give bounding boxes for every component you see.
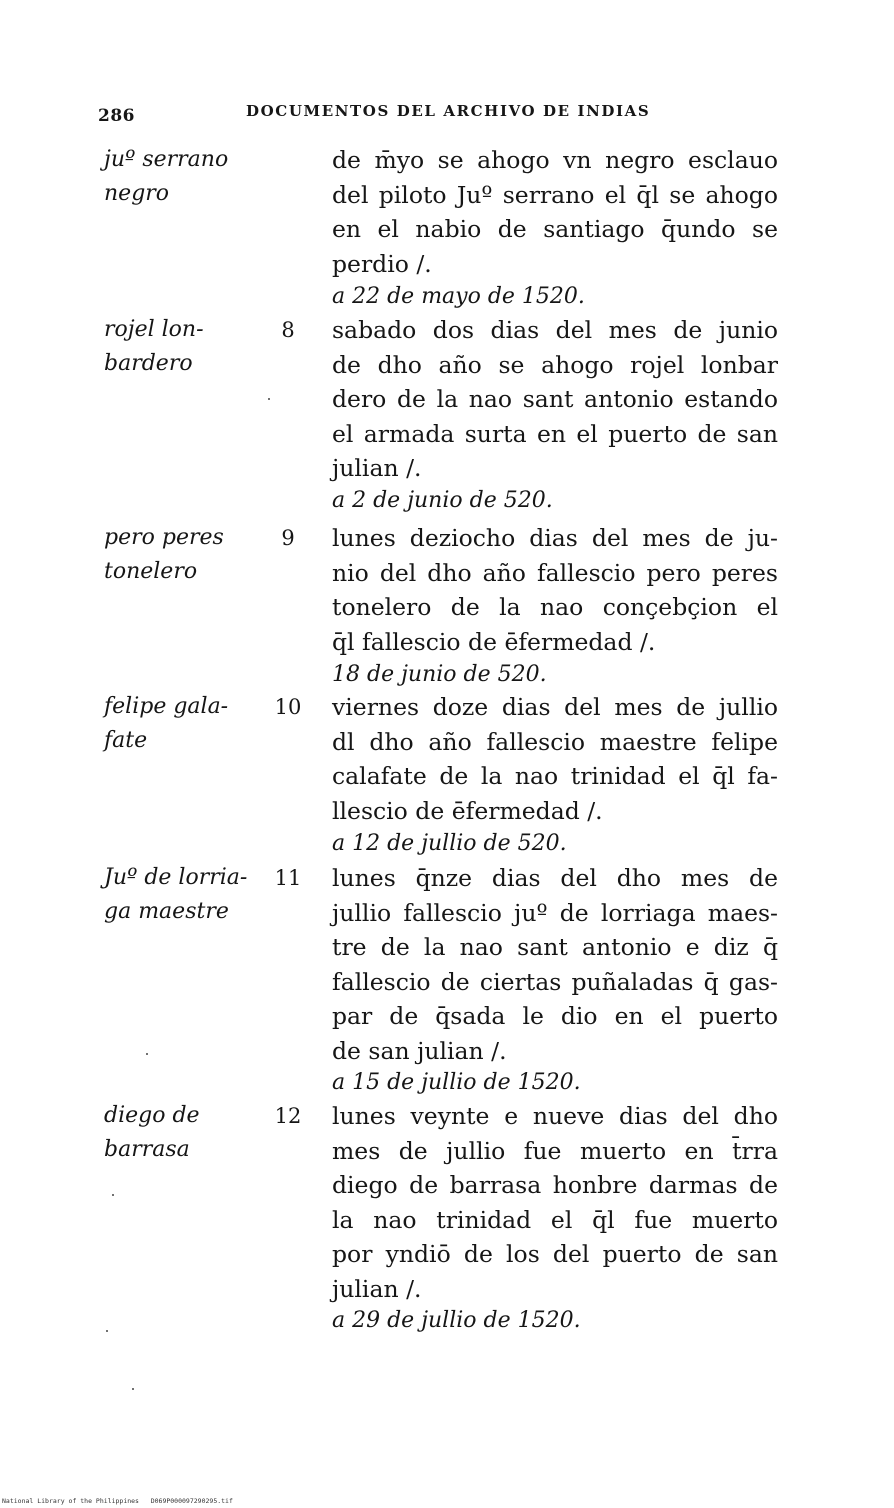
entry-number: 8 — [281, 318, 295, 342]
entry-line: julian /. — [332, 1274, 422, 1303]
entry-name: felipe gala- fate — [104, 694, 229, 753]
entry-number: 12 — [274, 1104, 302, 1128]
page-header — [98, 100, 834, 130]
entry-name: juº serrano negro — [104, 147, 229, 206]
scan-speck — [132, 1388, 134, 1390]
entry-line: jullio fallescio juº de lorriaga maes- — [332, 898, 778, 927]
entry-line: en el nabio de santiago q̄undo se — [332, 215, 778, 243]
entry-line: q̄l fallescio de ēfermedad /. — [332, 627, 656, 656]
entry-line: lunes q̄nze dias del dho mes de — [332, 864, 778, 892]
entry-date: a 15 de jullio de 1520. — [332, 1070, 581, 1095]
entry-line: fallescio de ciertas puñaladas q̄ gas- — [332, 967, 778, 996]
entry-line: julian /. — [332, 454, 422, 482]
entry-line: llescio de ēfermedad /. — [332, 796, 603, 825]
scan-speck — [146, 1053, 148, 1055]
entry-line: lunes deziocho dias del mes de ju- — [332, 524, 778, 552]
entry-name: diego de barrasa — [104, 1103, 200, 1162]
entry-line: del piloto Juº serrano el q̄l se ahogo — [332, 180, 778, 209]
entry-line: de m̄yo se ahogo vn negro esclauo — [332, 146, 778, 174]
entry-line: calafate de la nao trinidad el q̄l fa- — [332, 762, 778, 790]
entry-body — [332, 1099, 778, 1306]
entry-date: 18 de junio de 520. — [332, 662, 547, 687]
entry-name: rojel lon- bardero — [104, 317, 204, 376]
entry-body — [332, 521, 778, 659]
entry-name: pero peres tonelero — [104, 525, 224, 584]
entry-line: sabado dos dias del mes de junio — [332, 316, 778, 344]
entry-body — [332, 313, 778, 486]
scan-speck — [106, 1330, 108, 1332]
entry-number: 10 — [274, 695, 302, 719]
entry-number: 9 — [281, 526, 295, 550]
scan-speck — [268, 398, 270, 400]
entry-date: a 29 de jullio de 1520. — [332, 1308, 581, 1333]
entry-line: dero de la nao sant antonio estando — [332, 385, 778, 413]
entry-line: el armada surta en el puerto de san — [332, 419, 778, 448]
entry-number: 11 — [274, 866, 302, 890]
entry-line: par de q̄sada le dio en el puerto — [332, 1002, 778, 1030]
entry-line: de dho año se ahogo rojel lonbar — [332, 350, 778, 379]
page-number: 286 — [98, 106, 135, 126]
scan-speck — [112, 1194, 114, 1196]
entry-name: Juº de lorria- ga maestre — [104, 865, 248, 924]
entry-line: perdio /. — [332, 249, 432, 278]
entry-line: tonelero de la nao conçebçion el — [332, 593, 778, 621]
entry-line: viernes doze dias del mes de jullio — [332, 693, 778, 721]
entry-body — [332, 690, 778, 828]
entry-date: a 12 de jullio de 520. — [332, 831, 567, 856]
entry-date: a 22 de mayo de 1520. — [332, 284, 585, 309]
scan-credit: National Library of the Philippines D069P000097290295.tif — [2, 1497, 233, 1505]
running-title: DOCUMENTOS DEL ARCHIVO DE INDIAS — [246, 102, 651, 120]
entry-line: nio del dho año fallescio pero peres — [332, 558, 778, 587]
entry-line: diego de barrasa honbre darmas de — [332, 1171, 778, 1199]
entry-line: tre de la nao sant antonio e diz q̄ — [332, 933, 778, 961]
entry-line: lunes veynte e nueve dias del dho — [332, 1102, 778, 1130]
entry-line: dl dho año fallescio maestre felipe — [332, 727, 778, 756]
entry-body — [332, 143, 778, 281]
entry-body — [332, 861, 778, 1068]
entry-line: la nao trinidad el q̄l fue muerto — [332, 1205, 778, 1234]
entry-line: mes de jullio fue muerto en t̄rra — [332, 1136, 778, 1165]
entry-date: a 2 de junio de 520. — [332, 488, 553, 513]
entry-line: de san julian /. — [332, 1036, 507, 1065]
entry-line: por yndiō de los del puerto de san — [332, 1240, 778, 1268]
